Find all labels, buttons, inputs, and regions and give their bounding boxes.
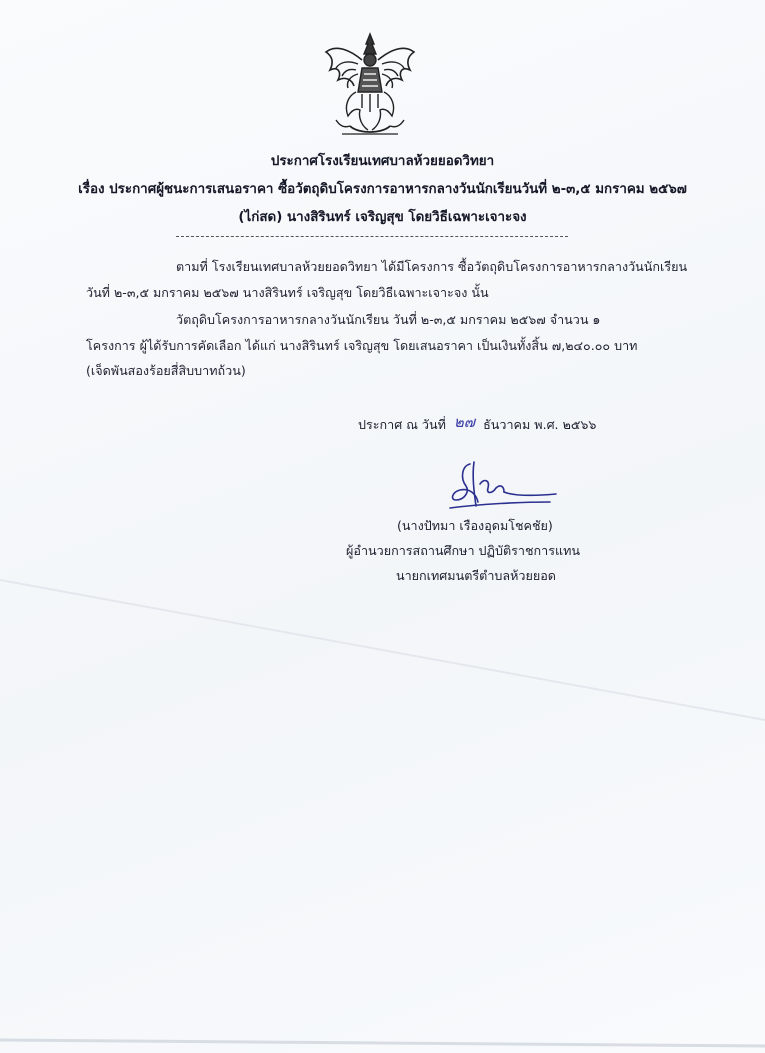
body-paragraph-line: (เจ็ดพันสองร้อยสี่สิบบาทถ้วน) — [86, 363, 246, 378]
date-suffix: ธันวาคม พ.ศ. ๒๕๖๖ — [483, 417, 597, 432]
body-paragraph-line: โครงการ ผู้ได้รับการคัดเลือก ได้แก่ นางสิรินทร์ เจริญสุข โดยเสนอราคา เป็นเงินทั้งสิ้น ๗,๒๔๐.๐๐ บาท — [86, 338, 638, 353]
announcement-date — [358, 412, 600, 436]
body-paragraph-line: ตามที่ โรงเรียนเทศบาลห้วยยอดวิทยา ได้มีโครงการ ซื้อวัตถุดิบโครงการอาหารกลางวันนักเรียน — [176, 259, 688, 274]
announcement-subject: เรื่อง ประกาศผู้ชนะการเสนอราคา ซื้อวัตถุดิบโครงการอาหารกลางวันนักเรียนวันที่ ๒-๓,๕ มกราคม ๒๕๖๗ — [78, 182, 687, 197]
announcement-subject-cont: (ไก่สด) นางสิรินทร์ เจริญสุข โดยวิธีเฉพาะเจาะจง — [238, 210, 527, 225]
body-paragraph-line: วัตถุดิบโครงการอาหารกลางวันนักเรียน วันที่ ๒-๓,๕ มกราคม ๒๕๖๗ จำนวน ๑ — [176, 312, 601, 327]
signatory-position: ผู้อำนวยการสถานศึกษา ปฏิบัติราชการแทน — [346, 543, 581, 558]
handwritten-signature — [430, 456, 570, 516]
date-prefix: ประกาศ ณ วันที่ — [358, 417, 446, 432]
signatory-name: (นางปัทมา เรืองอุดมโชคชัย) — [397, 518, 553, 533]
announcement-title: ประกาศโรงเรียนเทศบาลห้วยยอดวิทยา — [270, 154, 495, 169]
handwritten-day: ๒๗ — [453, 413, 476, 431]
signatory-position-cont: นายกเทศมนตรีตำบลห้วยยอด — [396, 568, 556, 583]
body-paragraph-line: วันที่ ๒-๓,๕ มกราคม ๒๕๖๗ นางสิรินทร์ เจริญสุข โดยวิธีเฉพาะเจาะจง นั้น — [86, 285, 489, 300]
dashed-divider — [176, 236, 568, 237]
garuda-emblem-icon — [322, 30, 418, 142]
